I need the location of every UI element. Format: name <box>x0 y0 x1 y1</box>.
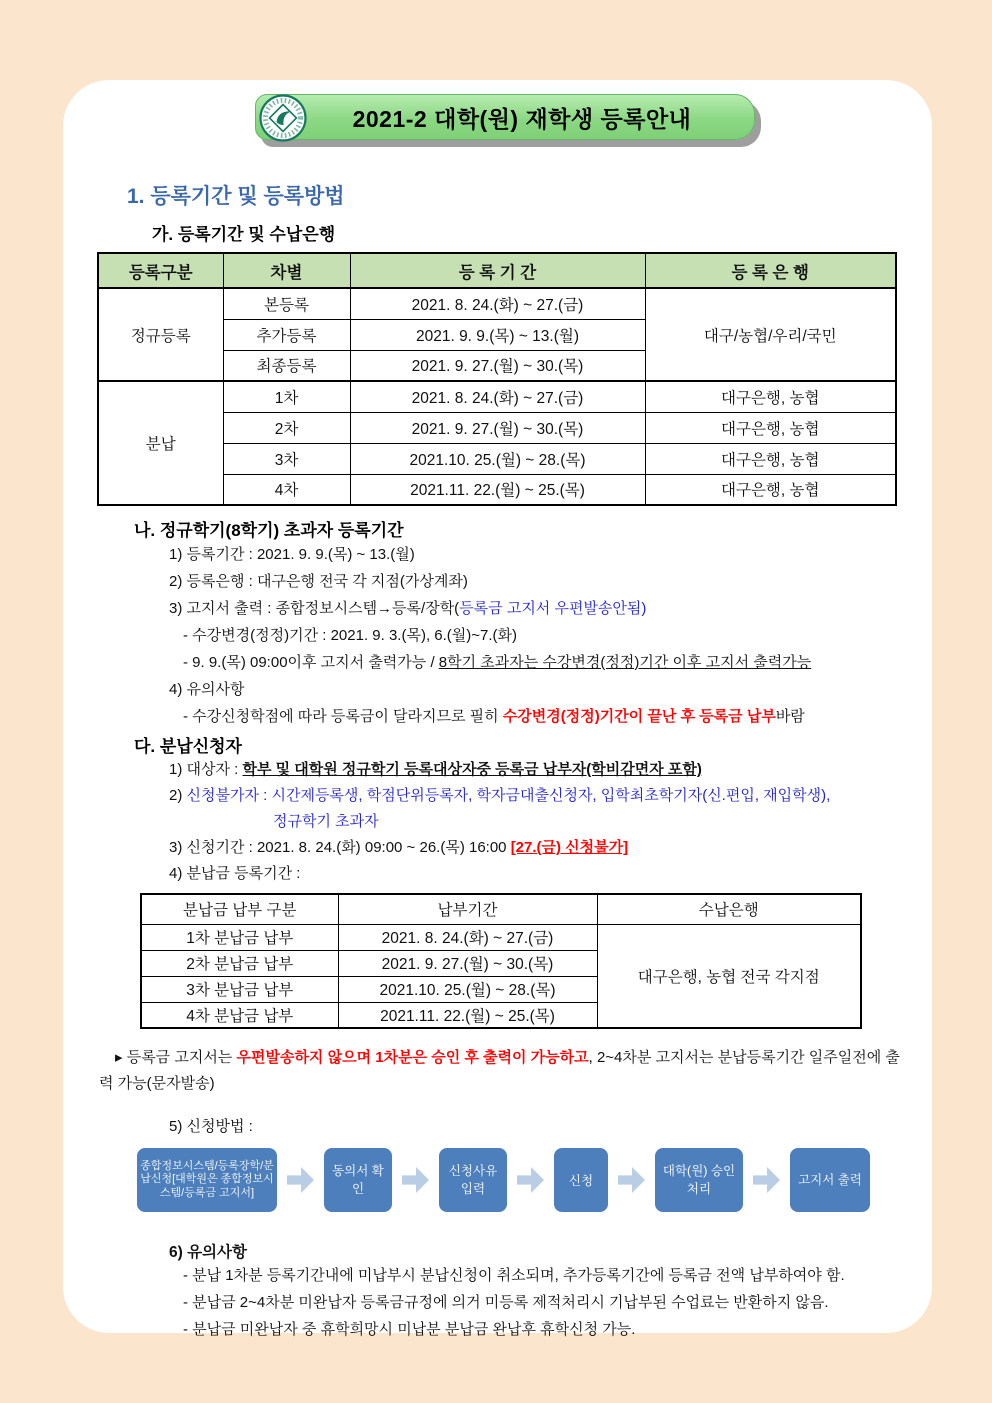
list-item: 1) 등록기간 : 2021. 9. 9.(목) ~ 13.(월) <box>169 546 415 563</box>
title-banner <box>255 94 755 140</box>
table-cell: 2차 <box>223 412 350 443</box>
table-cell-bank: 대구은행, 농협 <box>645 381 896 412</box>
list-item: 2) 신청불가자 : 시간제등록생, 학점단위등록자, 학자금대출신청자, 입학최초학기자(신.편입, 재입학생), <box>169 787 831 804</box>
table-cell-bank: 대구은행, 농협 전국 각지점 <box>597 924 861 1028</box>
column-header-bank: 수납은행 <box>597 894 861 924</box>
table-cell: 2021. 9. 9.(목) ~ 13.(월) <box>350 319 645 350</box>
section-1b-heading: 나. 정규학기(8학기) 초과자 등록기간 <box>134 521 404 540</box>
underlined-target-text: 학부 및 대학원 정규학기 등록대상자중 등록금 납부자(학비감면자 포함) <box>242 761 702 778</box>
section-1c-list <box>169 757 902 887</box>
flow-arrow-icon <box>402 1167 429 1193</box>
red-alert-text: 수강변경(정정)기간이 끝난 후 등록금 납부 <box>502 708 776 725</box>
column-header-bank: 등 록 은 행 <box>645 253 896 288</box>
underlined-text: 8학기 초과자는 수강변경(정정)기간 이후 고지서 출력가능 <box>438 654 812 671</box>
flow-step-print: 고지서 출력 <box>790 1148 870 1212</box>
table-cell: 4차 분납금 납부 <box>141 1002 338 1028</box>
flow-arrow-icon <box>517 1167 544 1193</box>
column-header-period: 등 록 기 간 <box>350 253 645 288</box>
table-cell: 추가등록 <box>223 319 350 350</box>
column-header-round: 차별 <box>223 253 350 288</box>
table-cell: 2021.10. 25.(월) ~ 28.(목) <box>338 976 597 1002</box>
list-item: 3) 신청기간 : 2021. 8. 24.(화) 09:00 ~ 26.(목) 16:00 [27.(금) 신청불가] <box>169 839 629 856</box>
section-1-heading: 1. 등록기간 및 등록방법 <box>127 185 345 208</box>
list-subitem: - 9. 9.(목) 09:00이후 고지서 출력가능 / 8학기 초과자는 수강변경(정정)기간 이후 고지서 출력가능 <box>183 654 812 671</box>
table-cell: 2021. 8. 24.(화) ~ 27.(금) <box>350 381 645 412</box>
application-method-label: 5) 신청방법 : <box>169 1118 253 1135</box>
table-cell: 2차 분납금 납부 <box>141 950 338 976</box>
table-cell: 2021.11. 22.(월) ~ 25.(목) <box>350 474 645 505</box>
flow-step-system: 종합정보시스템/등록장학/분납신청[대학원은 종합정보시스템/등록금 고지서] <box>137 1148 277 1212</box>
table-cell-bank: 대구은행, 농협 <box>645 412 896 443</box>
section-6-list <box>183 1262 902 1343</box>
column-header-category: 등록구분 <box>98 253 223 288</box>
flow-step-approval: 대학(원) 승인처리 <box>655 1148 743 1212</box>
list-item: - 분납 1차분 등록기간내에 미납부시 분납신청이 취소되며, 추가등록기간에 등록금 전액 납부하여야 함. <box>183 1267 845 1284</box>
registration-period-table <box>97 252 897 506</box>
table-cell: 2021.11. 22.(월) ~ 25.(목) <box>338 1002 597 1028</box>
table-cell-bank: 대구/농협/우리/국민 <box>645 288 896 381</box>
list-subitem: - 수강변경(정정)기간 : 2021. 9. 3.(목), 6.(월)~7.(화) <box>183 627 518 644</box>
section-1c-heading: 다. 분납신청자 <box>134 737 242 756</box>
table-cell: 2021.10. 25.(월) ~ 28.(목) <box>350 443 645 474</box>
table-header-row <box>141 894 861 924</box>
table-header-row <box>98 253 896 288</box>
table-cell: 2021. 9. 27.(월) ~ 30.(목) <box>338 950 597 976</box>
table-cell: 4차 <box>223 474 350 505</box>
section-1b-list <box>169 541 902 730</box>
list-item: 4) 분납금 등록기간 : <box>169 865 301 882</box>
flow-arrow-icon <box>618 1167 645 1193</box>
table-cell: 2021. 9. 27.(월) ~ 30.(목) <box>350 350 645 381</box>
table-cell-bank: 대구은행, 농협 <box>645 443 896 474</box>
application-flowchart <box>137 1148 902 1212</box>
table-cell: 본등록 <box>223 288 350 319</box>
table-row <box>141 924 861 950</box>
document-title: 2021-2 대학(원) 재학생 등록안내 <box>352 105 692 132</box>
section-1a-heading: 가. 등록기간 및 수납은행 <box>152 225 336 244</box>
list-item: - 분납금 2~4차분 미완납자 등록금규정에 의거 미등록 제적처리시 기납부된 수업료는 반환하지 않음. <box>183 1294 829 1311</box>
table-cell: 3차 <box>223 443 350 474</box>
table-row <box>98 288 896 319</box>
list-item: 1) 대상자 : 학부 및 대학원 정규학기 등록대상자중 등록금 납부자(학비감면자 포함) <box>169 761 702 778</box>
triangle-bullet-icon: ▸ <box>115 1049 127 1066</box>
flow-arrow-icon <box>287 1167 314 1193</box>
table-cell-group: 정규등록 <box>98 288 223 381</box>
blue-note-text: 등록금 고지서 우편발송안됨) <box>459 600 647 617</box>
table-cell: 최종등록 <box>223 350 350 381</box>
installment-payment-table <box>140 893 862 1029</box>
university-seal-icon <box>259 94 307 142</box>
list-item-continuation: 정규학기 초과자 <box>273 813 379 830</box>
table-cell: 2021. 8. 24.(화) ~ 27.(금) <box>350 288 645 319</box>
flow-step-consent: 동의서 확인 <box>324 1148 392 1212</box>
list-item: 2) 등록은행 : 대구은행 전국 각 지점(가상계좌) <box>169 573 468 590</box>
table-cell: 2021. 8. 24.(화) ~ 27.(금) <box>338 924 597 950</box>
list-item: 3) 고지서 출력 : 종합정보시스템→등록/장학(등록금 고지서 우편발송안됨) <box>169 600 647 617</box>
flow-arrow-icon <box>753 1167 780 1193</box>
bill-notice-paragraph: ▸ 등록금 고지서는 우편발송하지 않으며 1차분은 승인 후 출력이 가능하고, 2~4차분 고지서는 분납등록기간 일주일전에 출력 가능(문자발송) <box>99 1049 900 1092</box>
table-cell: 2021. 9. 27.(월) ~ 30.(목) <box>350 412 645 443</box>
section-6-heading: 6) 유의사항 <box>169 1244 247 1261</box>
list-subitem: - 수강신청학점에 따라 등록금이 달라지므로 필히 수강변경(정정)기간이 끝난 후 등록금 납부바람 <box>183 708 805 725</box>
flow-step-reason: 신청사유 입력 <box>439 1148 507 1212</box>
blue-restriction-text: 신청불가자 : 시간제등록생, 학점단위등록자, 학자금대출신청자, 입학최초학기자(신.편입, 재입학생), <box>186 787 831 804</box>
table-cell-group: 분납 <box>98 381 223 505</box>
red-alert-text: 우편발송하지 않으며 1차분은 승인 후 출력이 가능하고 <box>236 1049 589 1066</box>
table-cell-bank: 대구은행, 농협 <box>645 474 896 505</box>
list-item: 4) 유의사항 <box>169 681 245 698</box>
red-alert-text: [27.(금) 신청불가] <box>510 839 629 856</box>
column-header-category: 분납금 납부 구분 <box>141 894 338 924</box>
list-item: - 분납금 미완납자 중 휴학희망시 미납분 분납금 완납후 휴학신청 가능. <box>183 1321 636 1338</box>
column-header-period: 납부기간 <box>338 894 597 924</box>
flow-step-apply: 신청 <box>554 1148 608 1212</box>
table-cell: 3차 분납금 납부 <box>141 976 338 1002</box>
table-row <box>98 381 896 412</box>
table-cell: 1차 분납금 납부 <box>141 924 338 950</box>
table-cell: 1차 <box>223 381 350 412</box>
document-sheet <box>63 80 932 1338</box>
